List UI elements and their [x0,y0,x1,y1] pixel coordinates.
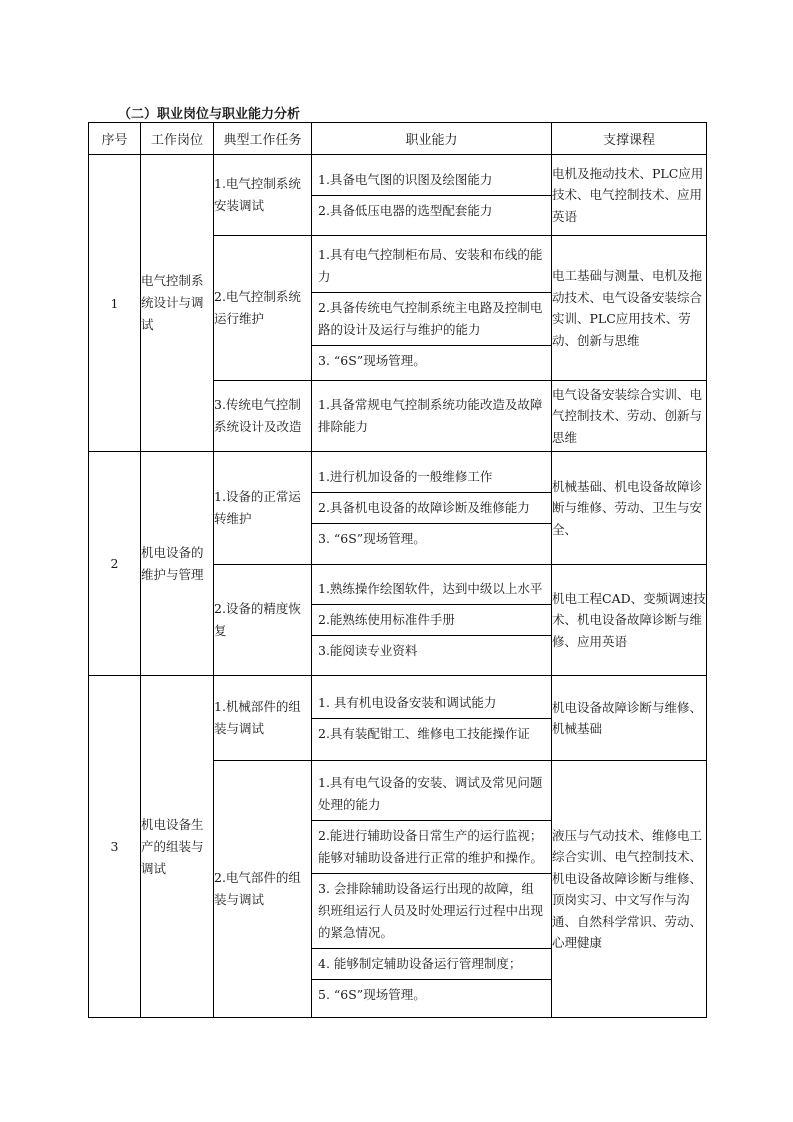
course-cell: 电机及拖动技术、PLC应用技术、电气控制技术、应用英语 [552,155,707,236]
ability-item: 2.具有装配钳工、维修电工技能操作证 [318,725,530,741]
task-cell: 1.机械部件的组装与调试 [214,676,312,761]
ability-item: 1.具备常规电气控制系统功能改造及故障排除能力 [318,397,543,434]
seq-cell: 3 [89,676,141,1018]
task-cell: 3.传统电气控制系统设计及改造 [214,381,312,452]
ability-cell [312,381,552,452]
ability-cell [312,155,552,236]
ability-cell [312,236,552,381]
job-ability-table [88,122,707,1018]
header-ability: 职业能力 [312,123,552,155]
task-cell: 2.设备的精度恢复 [214,565,312,676]
seq-cell: 1 [89,155,141,452]
ability-item: 2.具备机电设备的故障诊断及维修能力 [312,493,551,524]
ability-item: 2.能进行辅助设备日常生产的运行监视；能够对辅助设备进行正常的维护和操作。 [312,821,551,874]
task-cell: 1.电气控制系统安装调试 [214,155,312,236]
ability-item: 1.进行机加设备的一般维修工作 [312,462,551,493]
header-course: 支撑课程 [552,123,707,155]
ability-item: 2.具备低压电器的选型配套能力 [318,202,493,218]
task-cell: 2.电气部件的组装与调试 [214,761,312,1018]
ability-item: 4. 能够制定辅助设备运行管理制度； [312,949,551,980]
job-cell: 机电设备生产的组装与调试 [141,676,214,1018]
ability-item: 1. 具有机电设备安装和调试能力 [312,688,551,719]
ability-item: 1.具备电气图的识图及绘图能力 [312,165,551,196]
job-cell: 机电设备的维护与管理 [141,452,214,676]
ability-item: 3. “6S”现场管理。 [318,531,426,546]
course-cell: 机械基础、机电设备故障诊断与维修、劳动、卫生与安全、 [552,452,707,565]
ability-cell [312,761,552,1018]
course-cell: 机电工程CAD、变频调速技术、机电设备故障诊断与维修、应用英语 [552,565,707,676]
task-cell: 1.设备的正常运转维护 [214,452,312,565]
ability-item: 1.具有电气控制柜布局、安装和布线的能力 [312,240,551,293]
ability-item: 5. “6S”现场管理。 [318,987,426,1002]
ability-item: 2.具备传统电气控制系统主电路及控制电路的设计及运行与维护的能力 [312,293,551,346]
course-cell: 液压与气动技术、维修电工综合实训、电气控制技术、机电设备故障诊断与维修、顶岗实习、中文写作与沟通、自然科学常识、劳动、心理健康 [552,761,707,1018]
ability-item: 1.熟练操作绘图软件，达到中级以上水平 [312,574,551,605]
seq-cell: 2 [89,452,141,676]
section-title: （二）职业岗位与职业能力分析 [118,107,301,122]
ability-cell [312,565,552,676]
ability-item: 3.能阅读专业资料 [318,643,418,658]
table-header-row [89,123,707,155]
table-row [89,452,707,565]
course-cell: 机电设备故障诊断与维修、机械基础 [552,676,707,761]
course-cell: 电气设备安装综合实训、电气控制技术、劳动、创新与思维 [552,381,707,452]
ability-item: 3. 会排除辅助设备运行出现的故障，组织班组运行人员及时处理运行过程中出现的紧急情况。 [312,874,551,949]
table-row [89,155,707,236]
job-cell: 电气控制系统设计与调试 [141,155,214,452]
ability-cell [312,452,552,565]
ability-item: 3. “6S”现场管理。 [318,353,426,368]
course-cell: 电工基础与测量、电机及拖动技术、电气设备安装综合实训、PLC应用技术、劳动、创新与思维 [552,236,707,381]
table-row [89,676,707,761]
ability-cell [312,676,552,761]
ability-item: 1.具有电气设备的安装、调试及常见问题处理的能力 [312,768,551,821]
task-cell: 2.电气控制系统运行维护 [214,236,312,381]
header-task: 典型工作任务 [214,123,312,155]
ability-item: 2.能熟练使用标准件手册 [312,605,551,636]
header-job: 工作岗位 [141,123,214,155]
header-seq: 序号 [89,123,141,155]
